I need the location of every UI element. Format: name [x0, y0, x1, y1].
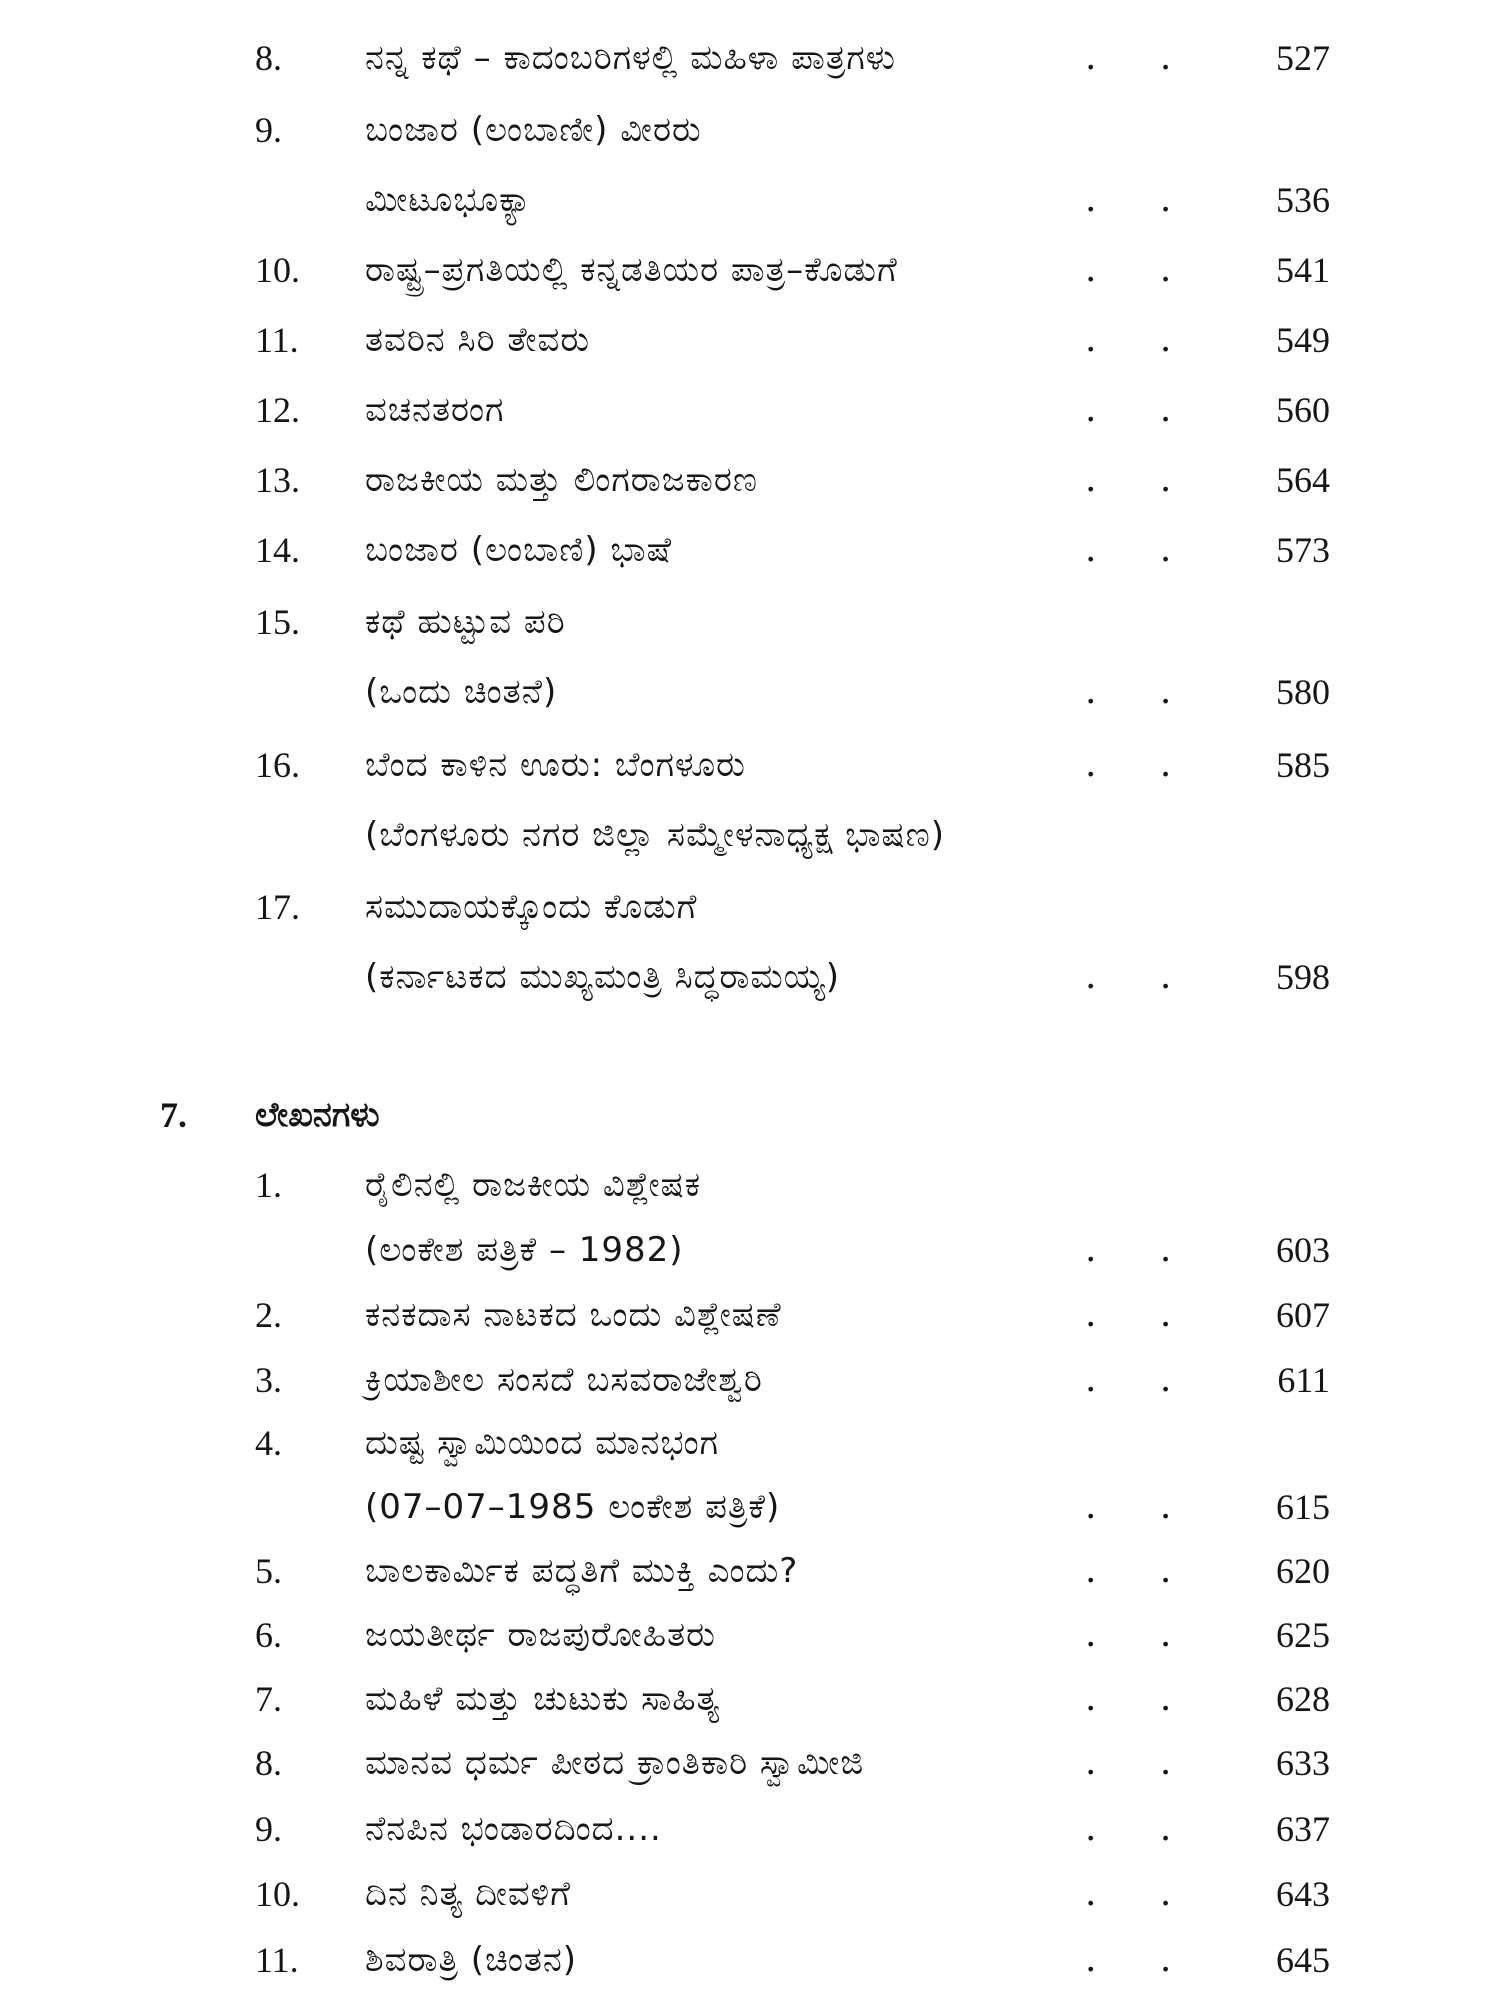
- entry-page: 549: [1276, 320, 1330, 360]
- dot-leader: . .: [1085, 1229, 1198, 1270]
- entry-title: ನನ್ನ ಕಥೆ – ಕಾದಂಬರಿಗಳಲ್ಲಿ ಮಹಿಳಾ ಪಾತ್ರಗಳು: [365, 38, 896, 78]
- entry-number: 12.: [255, 390, 300, 430]
- dot-leader: . .: [1085, 1486, 1198, 1527]
- entry-number: 9.: [255, 1809, 282, 1849]
- entry-title: ರೈಲಿನಲ್ಲಿ ರಾಜಕೀಯ ವಿಶ್ಲೇಷಕ: [365, 1165, 702, 1205]
- entry-number: 9.: [255, 110, 282, 150]
- toc-entry: [0, 735, 1500, 795]
- entry-title: ಮೀಟೂಭೂಕ್ಯಾ: [365, 180, 533, 220]
- dot-leader: . .: [1085, 249, 1198, 290]
- toc-entry: [0, 450, 1500, 510]
- entry-title: ತವರಿನ ಸಿರಿ ತೇವರು: [365, 320, 591, 360]
- entry-page: 580: [1276, 672, 1330, 712]
- entry-number: 10.: [255, 250, 300, 290]
- entry-number: 13.: [255, 460, 300, 500]
- entry-title: (ಬೆಂಗಳೂರು ನಗರ ಜಿಲ್ಲಾ ಸಮ್ಮೇಳನಾಧ್ಯಕ್ಷ ಭಾಷಣ): [365, 815, 946, 855]
- toc-entry: [0, 1864, 1500, 1924]
- toc-entry: [0, 1930, 1500, 1990]
- entry-page: 585: [1276, 745, 1330, 785]
- entry-title: ರಾಷ್ಟ್ರ–ಪ್ರಗತಿಯಲ್ಲಿ ಕನ್ನಡತಿಯರ ಪಾತ್ರ–ಕೊಡುಗೆ: [365, 250, 898, 290]
- entry-number: 1.: [255, 1165, 282, 1205]
- toc-entry: [0, 1799, 1500, 1859]
- toc-entry-continuation: [0, 1477, 1500, 1537]
- entry-number: 11.: [255, 1940, 299, 1980]
- entry-number: 14.: [255, 530, 300, 570]
- entry-title: ರಾಜಕೀಯ ಮತ್ತು ಲಿಂಗರಾಜಕಾರಣ: [365, 460, 758, 500]
- entry-page: 628: [1276, 1679, 1330, 1719]
- entry-page: 536: [1276, 180, 1330, 220]
- entry-title: (07–07–1985 ಲಂಕೇಶ ಪತ್ರಿಕೆ): [365, 1487, 781, 1527]
- entry-page: 598: [1276, 957, 1330, 997]
- entry-title: ದಿನ ನಿತ್ಯ ದೀವಳಿಗೆ: [365, 1874, 571, 1914]
- entry-title: ಬಂಜಾರ (ಲಂಬಾಣಿ) ಭಾಷೆ: [365, 530, 673, 570]
- toc-entry-continuation: [0, 947, 1500, 1007]
- entry-page: 620: [1276, 1551, 1330, 1591]
- entry-number: 17.: [255, 887, 300, 927]
- entry-number: 4.: [255, 1423, 282, 1463]
- toc-entry: [0, 380, 1500, 440]
- entry-page: 541: [1276, 250, 1330, 290]
- dot-leader: . .: [1085, 1614, 1198, 1655]
- entry-title: ಜಯತೀರ್ಥ ರಾಜಪುರೋಹಿತರು: [365, 1615, 716, 1655]
- entry-number: 15.: [255, 602, 300, 642]
- section-number: 7.: [160, 1095, 187, 1135]
- toc-entry: [0, 1669, 1500, 1729]
- entry-page: 611: [1277, 1360, 1330, 1400]
- dot-leader: . .: [1085, 1359, 1198, 1400]
- dot-leader: . .: [1085, 319, 1198, 360]
- entry-title: ಶಿವರಾತ್ರಿ (ಚಿಂತನ): [365, 1940, 578, 1980]
- entry-number: 2.: [255, 1295, 282, 1335]
- entry-title: ವಚನತರಂಗ: [365, 390, 505, 430]
- entry-number: 5.: [255, 1551, 282, 1591]
- toc-entry-continuation: [0, 805, 1500, 865]
- toc-entry: [0, 1541, 1500, 1601]
- entry-page: 564: [1276, 460, 1330, 500]
- dot-leader: . .: [1085, 529, 1198, 570]
- entry-title: ಬಾಲಕಾರ್ಮಿಕ ಪದ್ಧತಿಗೆ ಮುಕ್ತಿ ಎಂದು?: [365, 1551, 799, 1591]
- entry-page: 645: [1276, 1940, 1330, 1980]
- dot-leader: . .: [1085, 1678, 1198, 1719]
- dot-leader: . .: [1085, 671, 1198, 712]
- entry-title: ಮಹಿಳೆ ಮತ್ತು ಚುಟುಕು ಸಾಹಿತ್ಯ: [365, 1679, 721, 1719]
- entry-title: ಬೆಂದ ಕಾಳಿನ ಊರು: ಬೆಂಗಳೂರು: [365, 745, 746, 785]
- entry-title: (ಲಂಕೇಶ ಪತ್ರಿಕೆ – 1982): [365, 1230, 684, 1270]
- dot-leader: . .: [1085, 1294, 1198, 1335]
- entry-title: (ಒಂದು ಚಿಂತನೆ): [365, 672, 558, 712]
- toc-entry: [0, 240, 1500, 300]
- section-title: ಲೇಖನಗಳು: [255, 1095, 380, 1135]
- toc-entry: [0, 1285, 1500, 1345]
- toc-entry: [0, 100, 1500, 160]
- entry-number: 16.: [255, 745, 300, 785]
- toc-entry-continuation: [0, 170, 1500, 230]
- toc-entry-continuation: [0, 1220, 1500, 1280]
- entry-page: 633: [1276, 1743, 1330, 1783]
- entry-page: 643: [1276, 1874, 1330, 1914]
- entry-page: 637: [1276, 1809, 1330, 1849]
- entry-page: 560: [1276, 390, 1330, 430]
- entry-page: 573: [1276, 530, 1330, 570]
- entry-title: ಮಾನವ ಧರ್ಮ ಪೀಠದ ಕ್ರಾಂತಿಕಾರಿ ಸ್ವಾಮೀಜಿ: [365, 1743, 865, 1783]
- entry-title: ಕನಕದಾಸ ನಾಟಕದ ಒಂದು ವಿಶ್ಲೇಷಣೆ: [365, 1295, 782, 1335]
- dot-leader: . .: [1085, 1939, 1198, 1980]
- entry-title: ನೆನಪಿನ ಭಂಡಾರದಿಂದ....: [365, 1809, 662, 1849]
- entry-title: ದುಷ್ಟ ಸ್ವಾಮಿಯಿಂದ ಮಾನಭಂಗ: [365, 1423, 720, 1463]
- dot-leader: . .: [1085, 459, 1198, 500]
- toc-entry: [0, 592, 1500, 652]
- dot-leader: . .: [1085, 744, 1198, 785]
- section-heading: [0, 1085, 1500, 1145]
- entry-number: 6.: [255, 1615, 282, 1655]
- entry-title: (ಕರ್ನಾಟಕದ ಮುಖ್ಯಮಂತ್ರಿ ಸಿದ್ಧರಾಮಯ್ಯ): [365, 957, 841, 997]
- dot-leader: . .: [1085, 179, 1198, 220]
- toc-entry-continuation: [0, 662, 1500, 722]
- entry-number: 8.: [255, 1743, 282, 1783]
- entry-page: 615: [1276, 1487, 1330, 1527]
- entry-title: ಕಥೆ ಹುಟ್ಟುವ ಪರಿ: [365, 602, 566, 642]
- entry-number: 11.: [255, 320, 299, 360]
- toc-entry: [0, 28, 1500, 88]
- toc-entry: [0, 520, 1500, 580]
- entry-number: 8.: [255, 38, 282, 78]
- entry-page: 625: [1276, 1615, 1330, 1655]
- toc-entry: [0, 1155, 1500, 1215]
- toc-entry: [0, 1350, 1500, 1410]
- dot-leader: . .: [1085, 1808, 1198, 1849]
- entry-title: ಕ್ರಿಯಾಶೀಲ ಸಂಸದೆ ಬಸವರಾಜೇಶ್ವರಿ: [365, 1360, 763, 1400]
- toc-entry: [0, 310, 1500, 370]
- dot-leader: . .: [1085, 956, 1198, 997]
- toc-entry: [0, 1733, 1500, 1793]
- toc-entry: [0, 1605, 1500, 1665]
- entry-page: 527: [1276, 38, 1330, 78]
- dot-leader: . .: [1085, 1550, 1198, 1591]
- entry-page: 607: [1276, 1295, 1330, 1335]
- dot-leader: . .: [1085, 1873, 1198, 1914]
- entry-number: 7.: [255, 1679, 282, 1719]
- entry-number: 10.: [255, 1874, 300, 1914]
- entry-title: ಸಮುದಾಯಕ್ಕೊಂದು ಕೊಡುಗೆ: [365, 887, 698, 927]
- entry-page: 603: [1276, 1230, 1330, 1270]
- entry-number: 3.: [255, 1360, 282, 1400]
- entry-title: ಬಂಜಾರ (ಲಂಬಾಣೀ) ವೀರರು: [365, 110, 702, 150]
- toc-entry: [0, 877, 1500, 937]
- dot-leader: . .: [1085, 1742, 1198, 1783]
- dot-leader: . .: [1085, 37, 1198, 78]
- dot-leader: . .: [1085, 389, 1198, 430]
- toc-entry: [0, 1413, 1500, 1473]
